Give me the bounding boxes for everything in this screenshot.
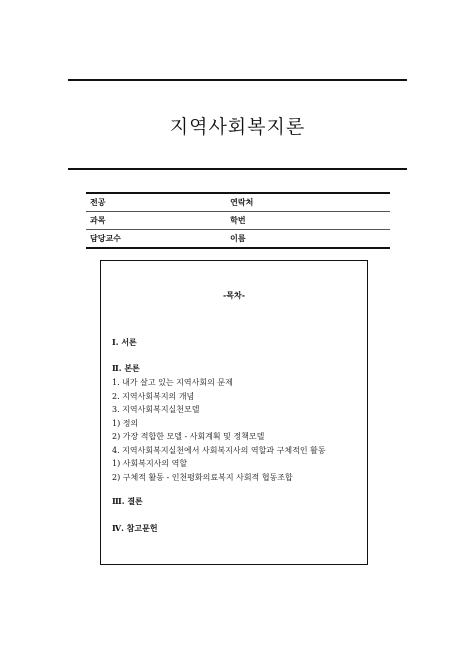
toc-item: 1. 내가 살고 있는 지역사회의 문제: [112, 378, 233, 387]
name-label: 이름: [226, 230, 390, 249]
toc-item: 2. 지역사회복지의 개념: [112, 392, 195, 401]
toc-item: 1) 사회복지사의 역할: [112, 459, 188, 468]
contact-label: 연락처: [226, 193, 390, 212]
toc-item: 3. 지역사회복지실천모델: [112, 405, 200, 414]
toc-item-references: Ⅳ. 참고문헌: [112, 523, 158, 533]
table-row: [86, 230, 390, 249]
toc-item-body: Ⅱ. 본론: [112, 363, 140, 373]
info-table: [86, 192, 390, 249]
toc-item: 2) 가장 적합한 모델 - 사회계획 및 정책모델: [112, 432, 265, 441]
student-id-label: 학번: [226, 212, 390, 230]
subject-label: 과목: [86, 212, 226, 230]
toc-item: 1) 정의: [112, 419, 139, 428]
major-label: 전공: [86, 193, 226, 212]
toc-heading: -목차-: [222, 290, 246, 300]
top-rule: [68, 79, 407, 81]
bottom-rule: [68, 168, 407, 170]
table-row: [86, 212, 390, 230]
toc-item: 2) 구체적 활동 - 인천평화의료복지 사회적 협동조합: [112, 473, 293, 482]
toc-item-conclusion: Ⅲ. 결론: [112, 496, 143, 506]
table-of-contents: [100, 260, 368, 565]
professor-label: 담당교수: [86, 230, 226, 249]
toc-item-introduction: Ⅰ. 서론: [112, 337, 137, 347]
toc-item: 4. 지역사회복지실천에서 사회복지사의 역할과 구체적인 활동: [112, 446, 326, 455]
document-title: 지역사회복지론: [169, 116, 306, 138]
table-row: [86, 193, 390, 212]
